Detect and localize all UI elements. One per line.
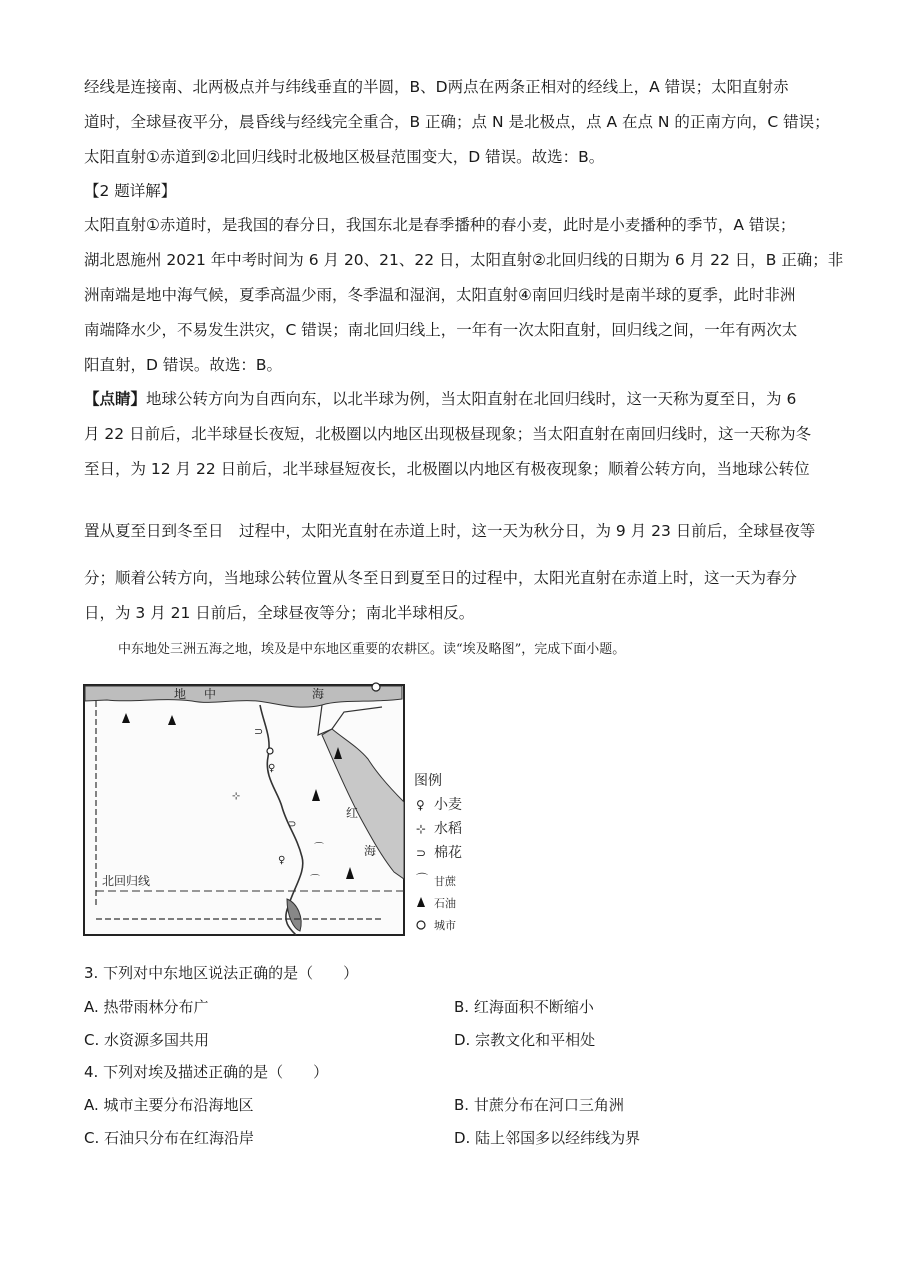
legend-title: 图例 [414,773,442,789]
question-3-option-c[interactable]: C. 水资源多国共用 [84,1031,210,1049]
answer-line: 洲南端是地中海气候，夏季高温少雨，冬季温和湿润，太阳直射④南回归线时是南半球的夏季，此时非洲 [84,286,796,304]
tip-text: 地球公转方向为自西向东，以北半球为例，当太阳直射在北回归线时，这一天称为夏至日，为 6 [146,390,797,408]
tip-line: 分；顺着公转方向，当地球公转位置从冬至日到夏至日的过程中，太阳光直射在赤道上时，这一天为春分 [84,569,798,587]
red-sea-label: 红 [346,806,359,820]
answer-line: 道时，全球昼夜平分，晨昏线与经线完全重合，B 正确；点 N 是北极点，点 A 在点 N 的正南方向，C 错误； [84,113,830,131]
legend-item: 水稻 [434,821,462,837]
legend-item: 石油 [434,897,456,910]
tip-line [84,388,796,410]
rice-icon: ⊹ [416,822,427,836]
answer-line: 阳直射，D 错误。故选：B。 [84,356,282,374]
wheat-icon: ♀ [268,763,276,774]
city-icon [267,748,273,754]
answer-line: 南端降水少，不易发生洪灾，C 错误；南北回归线上，一年有一次太阳直射，回归线之间，一年有两次太 [84,321,798,339]
sugarcane-icon: ⌒ [314,843,324,854]
question-4-option-a[interactable]: A. 城市主要分布沿海地区 [84,1096,254,1114]
answer-line: 太阳直射①赤道时，是我国的春分日，我国东北是春季播种的春小麦，此时是小麦播种的季节，A 错误； [84,216,796,234]
question-3-option-b[interactable]: B. 红海面积不断缩小 [454,998,594,1016]
question-4-option-c[interactable]: C. 石油只分布在红海沿岸 [84,1129,255,1147]
cotton-icon: ⊃ [288,819,297,830]
tip-line: 日，为 3 月 21 日前后，全球昼夜等分；南北半球相反。 [84,604,475,622]
tip-line: 月 22 日前后，北半球昼长夜短，北极圈以内地区出现极昼现象；当太阳直射在南回归线时，这一天称为冬 [84,425,812,443]
red-sea-label: 海 [364,844,377,858]
tip-line: 置从夏至日到冬至日 过程中，太阳光直射在赤道上时，这一天为秋分日，为 9 月 23 日前后，全球昼夜等 [84,522,816,540]
question-3-stem: 3. 下列对中东地区说法正确的是（ ） [84,964,359,982]
answer-line: 湖北恩施州 2021 年中考时间为 6 月 20、21、22 日，太阳直射②北回归线的日期为 6 月 22 日，B 正确；非 [84,251,844,269]
legend-item: 甘蔗 [434,875,456,888]
sugarcane-icon: ⌒ [310,875,320,886]
wheat-icon: ♀ [416,798,425,812]
sea-label: 地 [174,687,187,701]
egypt-map [82,667,474,945]
tip-line: 至日，为 12 月 22 日前后，北半球昼短夜长，北极圈以内地区有极夜现象；顺着公转方向，当地球公转位 [84,460,810,478]
question-3-option-a[interactable]: A. 热带雨林分布广 [84,998,209,1016]
legend-item: 小麦 [434,797,462,813]
answer-line: 经线是连接南、北两极点并与纬线垂直的半圆，B、D两点在两条正相对的经线上，A 错误；太阳直射赤 [84,78,789,96]
rice-icon: ⊹ [232,791,241,802]
question-4-option-d[interactable]: D. 陆上邻国多以经纬线为界 [454,1129,641,1147]
answer-line: 太阳直射①赤道到②北回归线时北极地区极昼范围变大，D 错误。故选：B。 [84,148,605,166]
question-4-stem: 4. 下列对埃及描述正确的是（ ） [84,1063,329,1081]
oil-icon [417,897,425,907]
tropic-label: 北回归线 [102,874,151,888]
sea-label: 海 [312,687,325,701]
question-3-option-d[interactable]: D. 宗教文化和平相处 [454,1031,596,1049]
wheat-icon: ♀ [278,855,286,866]
sugarcane-icon: ⌒ [416,872,429,886]
legend-item: 棉花 [434,845,462,861]
sea-label: 中 [204,687,217,701]
question-intro: 中东地处三洲五海之地，埃及是中东地区重要的农耕区。读“埃及略图”，完成下面小题。 [118,642,626,657]
question-2-heading: 【2 题详解】 [84,182,177,200]
egypt-map-svg [82,667,474,945]
question-4-option-b[interactable]: B. 甘蔗分布在河口三角洲 [454,1096,624,1114]
cotton-icon: ⊃ [254,725,264,738]
tip-heading: 【点睛】 [84,390,147,408]
cotton-icon: ⊃ [416,846,427,860]
legend-item: 城市 [434,919,456,932]
city-icon [372,683,380,691]
city-icon [417,921,425,929]
